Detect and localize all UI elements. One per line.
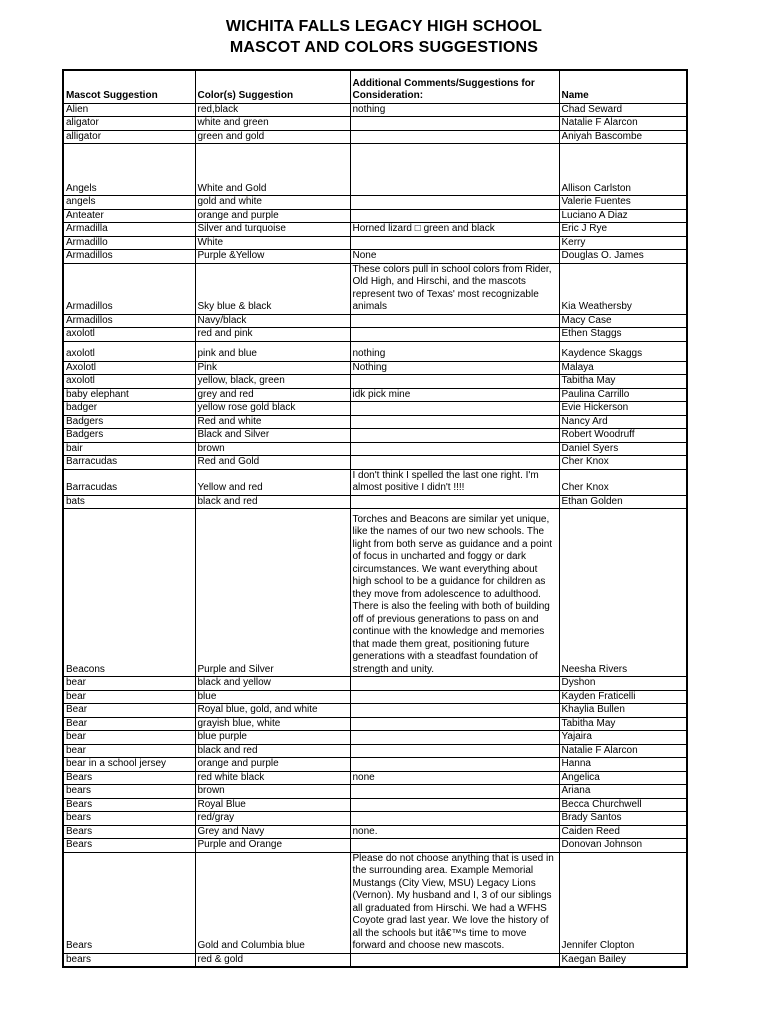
comments-cell: I don't think I spelled the last one right. I'm almost positive I didn't !!!!: [350, 469, 559, 495]
colors-cell: Sky blue & black: [195, 263, 350, 314]
comments-cell: [350, 717, 559, 731]
mascot-cell: Armadillos: [63, 263, 195, 314]
table-row: [63, 771, 687, 785]
table-row: [63, 798, 687, 812]
name-cell: Kerry: [559, 236, 687, 250]
colors-cell: red white black: [195, 771, 350, 785]
name-cell: Becca Churchwell: [559, 798, 687, 812]
colors-cell: Red and Gold: [195, 456, 350, 470]
comments-cell: [350, 144, 559, 196]
table-row: [63, 812, 687, 826]
mascot-cell: bear: [63, 690, 195, 704]
table-row: [63, 388, 687, 402]
mascot-cell: bear in a school jersey: [63, 758, 195, 772]
table-row: [63, 250, 687, 264]
colors-cell: brown: [195, 785, 350, 799]
colors-cell: green and gold: [195, 130, 350, 144]
name-cell: Angelica: [559, 771, 687, 785]
table-row: [63, 953, 687, 967]
name-cell: Brady Santos: [559, 812, 687, 826]
comments-cell: [350, 785, 559, 799]
name-cell: Kia Weathersby: [559, 263, 687, 314]
colors-cell: black and red: [195, 744, 350, 758]
colors-cell: Royal blue, gold, and white: [195, 704, 350, 718]
name-cell: Natalie F Alarcon: [559, 744, 687, 758]
table-row: [63, 375, 687, 389]
comments-cell: [350, 798, 559, 812]
mascot-cell: Badgers: [63, 429, 195, 443]
colors-cell: Black and Silver: [195, 429, 350, 443]
mascot-cell: Bears: [63, 852, 195, 953]
table-row: [63, 744, 687, 758]
colors-cell: Purple &Yellow: [195, 250, 350, 264]
comments-cell: [350, 429, 559, 443]
colors-cell: brown: [195, 442, 350, 456]
table-row: [63, 209, 687, 223]
comments-cell: [350, 117, 559, 131]
name-cell: Hanna: [559, 758, 687, 772]
mascot-cell: bears: [63, 785, 195, 799]
table-row: [63, 263, 687, 314]
mascot-cell: Bear: [63, 704, 195, 718]
header-comments: Additional Comments/Suggestions for Consideration:: [350, 70, 559, 103]
comments-cell: nothing: [350, 341, 559, 361]
comments-cell: none.: [350, 825, 559, 839]
mascot-cell: Bears: [63, 798, 195, 812]
mascot-cell: Alien: [63, 103, 195, 117]
header-name: Name: [559, 70, 687, 103]
comments-cell: [350, 704, 559, 718]
comments-cell: [350, 744, 559, 758]
comments-cell: [350, 375, 559, 389]
colors-cell: grey and red: [195, 388, 350, 402]
comments-cell: [350, 456, 559, 470]
mascot-cell: Barracudas: [63, 469, 195, 495]
table-row: [63, 704, 687, 718]
mascot-cell: Bears: [63, 825, 195, 839]
name-cell: Tabitha May: [559, 717, 687, 731]
comments-cell: [350, 690, 559, 704]
comments-cell: [350, 442, 559, 456]
comments-cell: nothing: [350, 103, 559, 117]
table-row: [63, 852, 687, 953]
name-cell: Yajaira: [559, 731, 687, 745]
colors-cell: Purple and Silver: [195, 509, 350, 677]
comments-cell: Nothing: [350, 361, 559, 375]
table-row: [63, 839, 687, 853]
comments-cell: [350, 209, 559, 223]
colors-cell: pink and blue: [195, 341, 350, 361]
comments-cell: None: [350, 250, 559, 264]
comments-cell: [350, 731, 559, 745]
name-cell: Daniel Syers: [559, 442, 687, 456]
mascot-cell: Bears: [63, 771, 195, 785]
table-row: [63, 717, 687, 731]
page-subtitle: MASCOT AND COLORS SUGGESTIONS: [229, 39, 539, 56]
table-row: [63, 103, 687, 117]
colors-cell: Royal Blue: [195, 798, 350, 812]
name-cell: Kaydence Skaggs: [559, 341, 687, 361]
table-row: [63, 690, 687, 704]
colors-cell: blue: [195, 690, 350, 704]
mascot-cell: Armadillos: [63, 250, 195, 264]
table-row: [63, 731, 687, 745]
table-row: [63, 144, 687, 196]
mascot-cell: Armadillos: [63, 314, 195, 328]
name-cell: Jennifer Clopton: [559, 852, 687, 953]
table-row: [63, 196, 687, 210]
name-cell: Luciano A Diaz: [559, 209, 687, 223]
name-cell: Caiden Reed: [559, 825, 687, 839]
name-cell: Donovan Johnson: [559, 839, 687, 853]
table-row: [63, 495, 687, 509]
mascot-cell: Bears: [63, 839, 195, 853]
colors-cell: Red and white: [195, 415, 350, 429]
mascot-cell: bears: [63, 953, 195, 967]
table-row: [63, 785, 687, 799]
header-mascot: Mascot Suggestion: [63, 70, 195, 103]
table-row: [63, 758, 687, 772]
table-row: [63, 341, 687, 361]
name-cell: Tabitha May: [559, 375, 687, 389]
mascot-cell: bears: [63, 812, 195, 826]
name-cell: Douglas O. James: [559, 250, 687, 264]
table-row: [63, 442, 687, 456]
name-cell: Nancy Ard: [559, 415, 687, 429]
mascot-cell: Axolotl: [63, 361, 195, 375]
table-row: [63, 509, 687, 677]
table-row: [63, 223, 687, 237]
mascot-cell: bats: [63, 495, 195, 509]
comments-cell: [350, 314, 559, 328]
name-cell: Khaylia Bullen: [559, 704, 687, 718]
table-row: [63, 236, 687, 250]
table-row: [63, 328, 687, 342]
comments-cell: [350, 677, 559, 691]
mascot-cell: Anteater: [63, 209, 195, 223]
table-row: [63, 314, 687, 328]
colors-cell: White: [195, 236, 350, 250]
name-cell: Natalie F Alarcon: [559, 117, 687, 131]
comments-cell: [350, 130, 559, 144]
colors-cell: yellow rose gold black: [195, 402, 350, 416]
name-cell: Valerie Fuentes: [559, 196, 687, 210]
name-cell: Ethen Staggs: [559, 328, 687, 342]
mascot-cell: badger: [63, 402, 195, 416]
comments-cell: [350, 328, 559, 342]
comments-cell: none: [350, 771, 559, 785]
name-cell: Paulina Carrillo: [559, 388, 687, 402]
mascot-cell: Angels: [63, 144, 195, 196]
colors-cell: red & gold: [195, 953, 350, 967]
comments-cell: [350, 758, 559, 772]
mascot-cell: axolotl: [63, 375, 195, 389]
colors-cell: Yellow and red: [195, 469, 350, 495]
table-row: [63, 415, 687, 429]
mascot-cell: bear: [63, 731, 195, 745]
mascot-cell: Bear: [63, 717, 195, 731]
name-cell: Ariana: [559, 785, 687, 799]
colors-cell: Grey and Navy: [195, 825, 350, 839]
mascot-cell: axolotl: [63, 328, 195, 342]
page-title: WICHITA FALLS LEGACY HIGH SCHOOL: [225, 18, 543, 35]
comments-cell: [350, 196, 559, 210]
mascot-cell: bear: [63, 677, 195, 691]
comments-cell: idk pick mine: [350, 388, 559, 402]
comments-cell: [350, 839, 559, 853]
comments-cell: [350, 236, 559, 250]
mascot-cell: aligator: [63, 117, 195, 131]
colors-cell: black and yellow: [195, 677, 350, 691]
mascot-cell: Armadilla: [63, 223, 195, 237]
mascot-cell: Armadillo: [63, 236, 195, 250]
mascot-cell: Badgers: [63, 415, 195, 429]
colors-cell: grayish blue, white: [195, 717, 350, 731]
colors-cell: Purple and Orange: [195, 839, 350, 853]
name-cell: Eric J Rye: [559, 223, 687, 237]
colors-cell: Gold and Columbia blue: [195, 852, 350, 953]
mascot-cell: bair: [63, 442, 195, 456]
name-cell: Dyshon: [559, 677, 687, 691]
colors-cell: orange and purple: [195, 758, 350, 772]
comments-cell: [350, 402, 559, 416]
mascot-cell: angels: [63, 196, 195, 210]
table-row: [63, 361, 687, 375]
mascot-cell: baby elephant: [63, 388, 195, 402]
mascot-cell: alligator: [63, 130, 195, 144]
name-cell: Malaya: [559, 361, 687, 375]
name-cell: Robert Woodruff: [559, 429, 687, 443]
name-cell: Evie Hickerson: [559, 402, 687, 416]
table-row: [63, 130, 687, 144]
mascot-cell: Barracudas: [63, 456, 195, 470]
colors-cell: black and red: [195, 495, 350, 509]
header-row: [63, 70, 687, 103]
name-cell: Aniyah Bascombe: [559, 130, 687, 144]
name-cell: Kaegan Bailey: [559, 953, 687, 967]
header-colors: Color(s) Suggestion: [195, 70, 350, 103]
comments-cell: [350, 953, 559, 967]
comments-cell: Please do not choose anything that is used in the surrounding area. Example Memorial Mustangs (City View, MSU) Legacy Lions (Vernon). My husband and I, 3 of our siblings all graduated from Hirschi. We had a WFHS Coyote grad last year. We love the history of all the schools but itâ€™s time to move forward and choose new mascots.: [350, 852, 559, 953]
table-row: [63, 677, 687, 691]
table-row: [63, 117, 687, 131]
table-row: [63, 469, 687, 495]
colors-cell: White and Gold: [195, 144, 350, 196]
colors-cell: red,black: [195, 103, 350, 117]
comments-cell: [350, 812, 559, 826]
name-cell: Neesha Rivers: [559, 509, 687, 677]
mascot-cell: Beacons: [63, 509, 195, 677]
table-row: [63, 456, 687, 470]
name-cell: Chad Seward: [559, 103, 687, 117]
colors-cell: blue purple: [195, 731, 350, 745]
colors-cell: red/gray: [195, 812, 350, 826]
name-cell: Macy Case: [559, 314, 687, 328]
colors-cell: Pink: [195, 361, 350, 375]
colors-cell: red and pink: [195, 328, 350, 342]
table-row: [63, 402, 687, 416]
colors-cell: orange and purple: [195, 209, 350, 223]
mascot-cell: bear: [63, 744, 195, 758]
name-cell: Allison Carlston: [559, 144, 687, 196]
comments-cell: Horned lizard □ green and black: [350, 223, 559, 237]
comments-cell: Torches and Beacons are similar yet unique, like the names of our two new schools. The light from both serve as guidance and a point of focus in uncharted and foggy or dark circumstances. We want everything about high school to be a guidance for children as they move from adolescence to adulthood. There is also the feeling with both of building off of previous generations to pass on and continue with the knowledge and memories that made them great, positioning future generations with a steadfast foundation of strength and unity.: [350, 509, 559, 677]
colors-cell: yellow, black, green: [195, 375, 350, 389]
name-cell: Cher Knox: [559, 469, 687, 495]
colors-cell: gold and white: [195, 196, 350, 210]
colors-cell: Silver and turquoise: [195, 223, 350, 237]
comments-cell: [350, 495, 559, 509]
colors-cell: white and green: [195, 117, 350, 131]
table-row: [63, 429, 687, 443]
name-cell: Ethan Golden: [559, 495, 687, 509]
mascot-cell: axolotl: [63, 341, 195, 361]
colors-cell: Navy/black: [195, 314, 350, 328]
name-cell: Cher Knox: [559, 456, 687, 470]
suggestions-table: [62, 69, 688, 968]
table-row: [63, 825, 687, 839]
comments-cell: [350, 415, 559, 429]
comments-cell: These colors pull in school colors from Rider, Old High, and Hirschi, and the mascots represent two of Texas' most recognizable animals: [350, 263, 559, 314]
name-cell: Kayden Fraticelli: [559, 690, 687, 704]
